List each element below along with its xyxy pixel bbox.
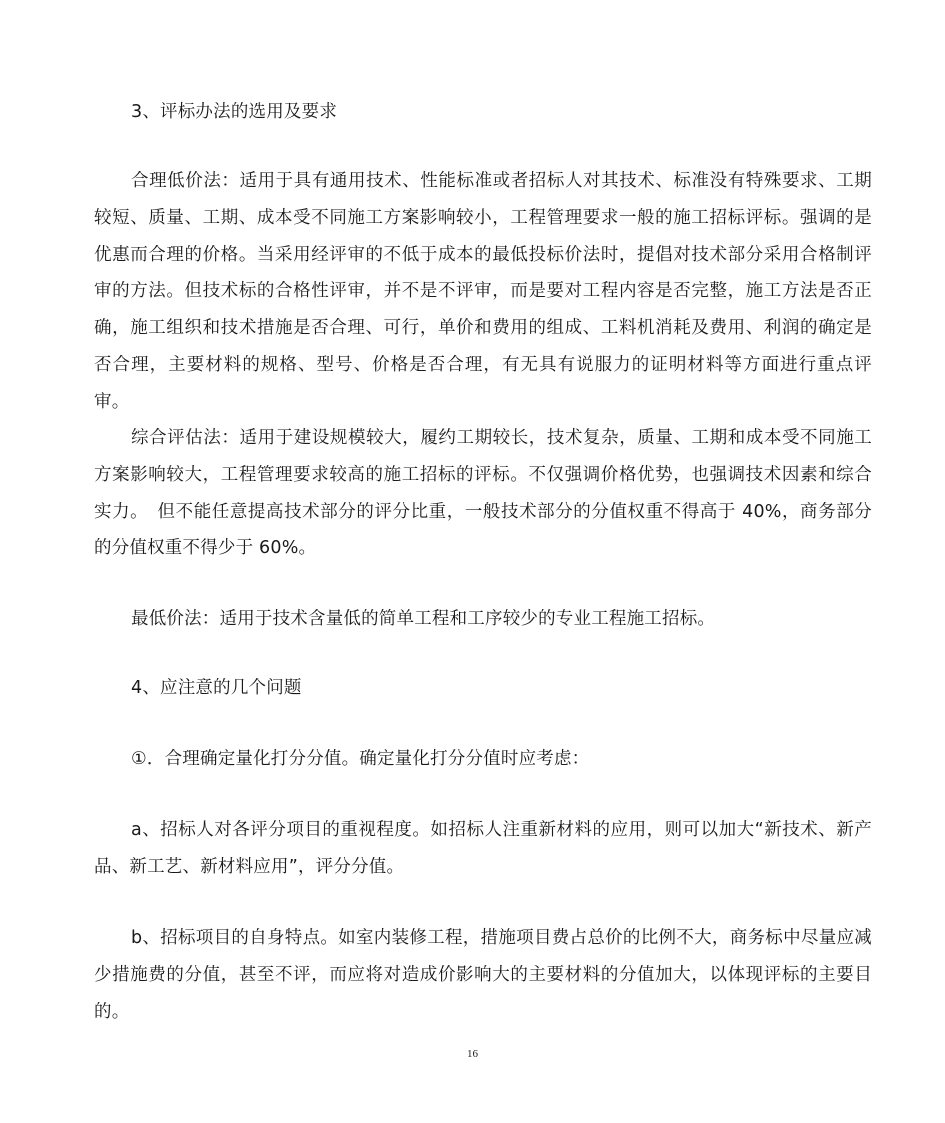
section-4-heading: 4、应注意的几个问题 bbox=[131, 678, 302, 698]
section-3-heading: 3、评标办法的选用及要求 bbox=[131, 102, 338, 122]
list-item-a: a、招标人对各评分项目的重视程度。如招标人注重新材料的应用，则可以加大“新技术、新产品、新工艺、新材料应用”，评分分值。 bbox=[94, 820, 872, 877]
paragraph-lowest-price-method: 最低价法：适用于技术含量低的简单工程和工序较少的专业工程施工招标。 bbox=[131, 609, 716, 629]
page-number: 16 bbox=[467, 1048, 478, 1060]
list-item-1: ①．合理确定量化打分分值。确定量化打分分值时应考虑： bbox=[131, 749, 590, 769]
paragraph-reasonable-low-price-method: 合理低价法：适用于具有通用技术、性能标准或者招标人对其技术、标准没有特殊要求、工期较短、质量、工期、成本受不同施工方案影响较小，工程管理要求一般的施工招标评标。强调的是优惠而合理的价格。当采用经评审的不低于成本的最低投标价法时，提倡对技术部分采用合格制评审的方法。但技术标的合格性评审，并不是不评审，而是要对工程内容是否完整，施工方法是否正确，施工组织和技术措施是否合理、可行，单价和费用的组成、工料机消耗及费用、利润的确定是否合理，主要材料的规格、型号、价格是否合理，有无具有说服力的证明材料等方面进行重点评审。 bbox=[94, 171, 872, 412]
paragraph-comprehensive-evaluation-method: 综合评估法：适用于建设规模较大，履约工期较长，技术复杂，质量、工期和成本受不同施工方案影响较大，工程管理要求较高的施工招标的评标。不仅强调价格优势，也强调技术因素和综合实力。 但不能任意提高技术部分的评分比重，一般技术部分的分值权重不得高于 40%，商务部分的分值权重不得少于 60%。 bbox=[94, 428, 872, 559]
list-item-b: b、招标项目的自身特点。如室内装修工程，措施项目费占总价的比例不大，商务标中尽量应减少措施费的分值，甚至不评，而应将对造成价影响大的主要材料的分值加大，以体现评标的主要目的。 bbox=[94, 928, 872, 1022]
